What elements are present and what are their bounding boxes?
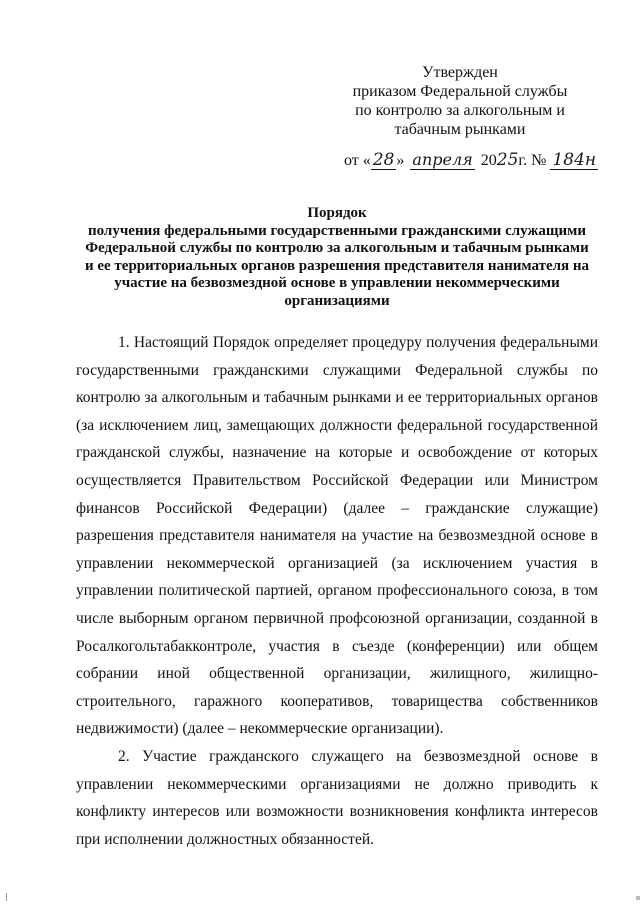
order-year-suffix: г. №	[518, 152, 547, 169]
approval-line-1: Утвержден	[422, 64, 498, 81]
order-prefix: от «	[344, 152, 371, 169]
approval-line-2: приказом Федеральной службы	[352, 83, 568, 100]
title-line-5: организациями	[284, 292, 390, 309]
order-close-quote: »	[396, 152, 405, 169]
scan-dot-mark	[636, 896, 640, 900]
scan-tick-mark	[6, 893, 13, 901]
title-line-1: получения федеральными государственными гражданскими служащими	[87, 222, 586, 239]
approval-line-3: по контролю за алкогольным и	[355, 102, 565, 119]
order-month-handwritten: апреля	[412, 150, 473, 169]
order-day-handwritten: 28	[372, 150, 395, 170]
title-line-3: и ее территориальных органов разрешения представителя нанимателя на	[84, 257, 590, 274]
order-year-handwritten: 25	[496, 150, 519, 170]
order-year-printed: 20	[480, 152, 497, 169]
title-heading: Порядок	[307, 205, 367, 221]
title-line-4: участие на безвозмездной основе в управлении некоммерческими	[114, 275, 560, 291]
scan-edge-marks	[6, 893, 640, 905]
order-date-number	[344, 150, 598, 170]
title-line-2: Федеральной службы по контролю за алкогольным и табачным рынками	[85, 240, 589, 256]
approval-line-4: табачным рынками	[394, 121, 526, 138]
approval-stamp	[330, 63, 590, 139]
document-body	[76, 329, 598, 853]
document-title	[72, 205, 602, 310]
paragraph-1: 1. Настоящий Порядок определяет процедуру получения федеральными государственными гражданскими служащими Федеральной службы по контролю за алкогольным и табачным рынками и ее территориальных органов (за исключением лиц, замещающих должности федеральной государственной гражданской службы, назначение на которые и освобождение от которых осуществляется Правительством Российской Федерации или Министром финансов Российской Федерации) (далее – гражданские служащие) разрешения представителя нанимателя на участие на безвозмездной основе в управлении некоммерческой организацией (за исключением участия в управлении политической партией, органом профессионального союза, в том числе выборным органом первичной профсоюзной организации, созданной в Росалкогольтабакконтроле, участия в съезде (конференции) или общем собрании иной общественной организации, жилищного, жилищно-строительного, гаражного кооперативов, товарищества собственников недвижимости) (далее – некоммерческие организации).	[76, 334, 598, 738]
paragraph-2: 2. Участие гражданского служащего на безвозмездной основе в управлении некоммерческими организациями не должно приводить к конфликту интересов или возможности возникновения конфликта интересов при исполнении должностных обязанностей.	[76, 747, 598, 848]
order-number-handwritten: 184н	[552, 150, 597, 170]
